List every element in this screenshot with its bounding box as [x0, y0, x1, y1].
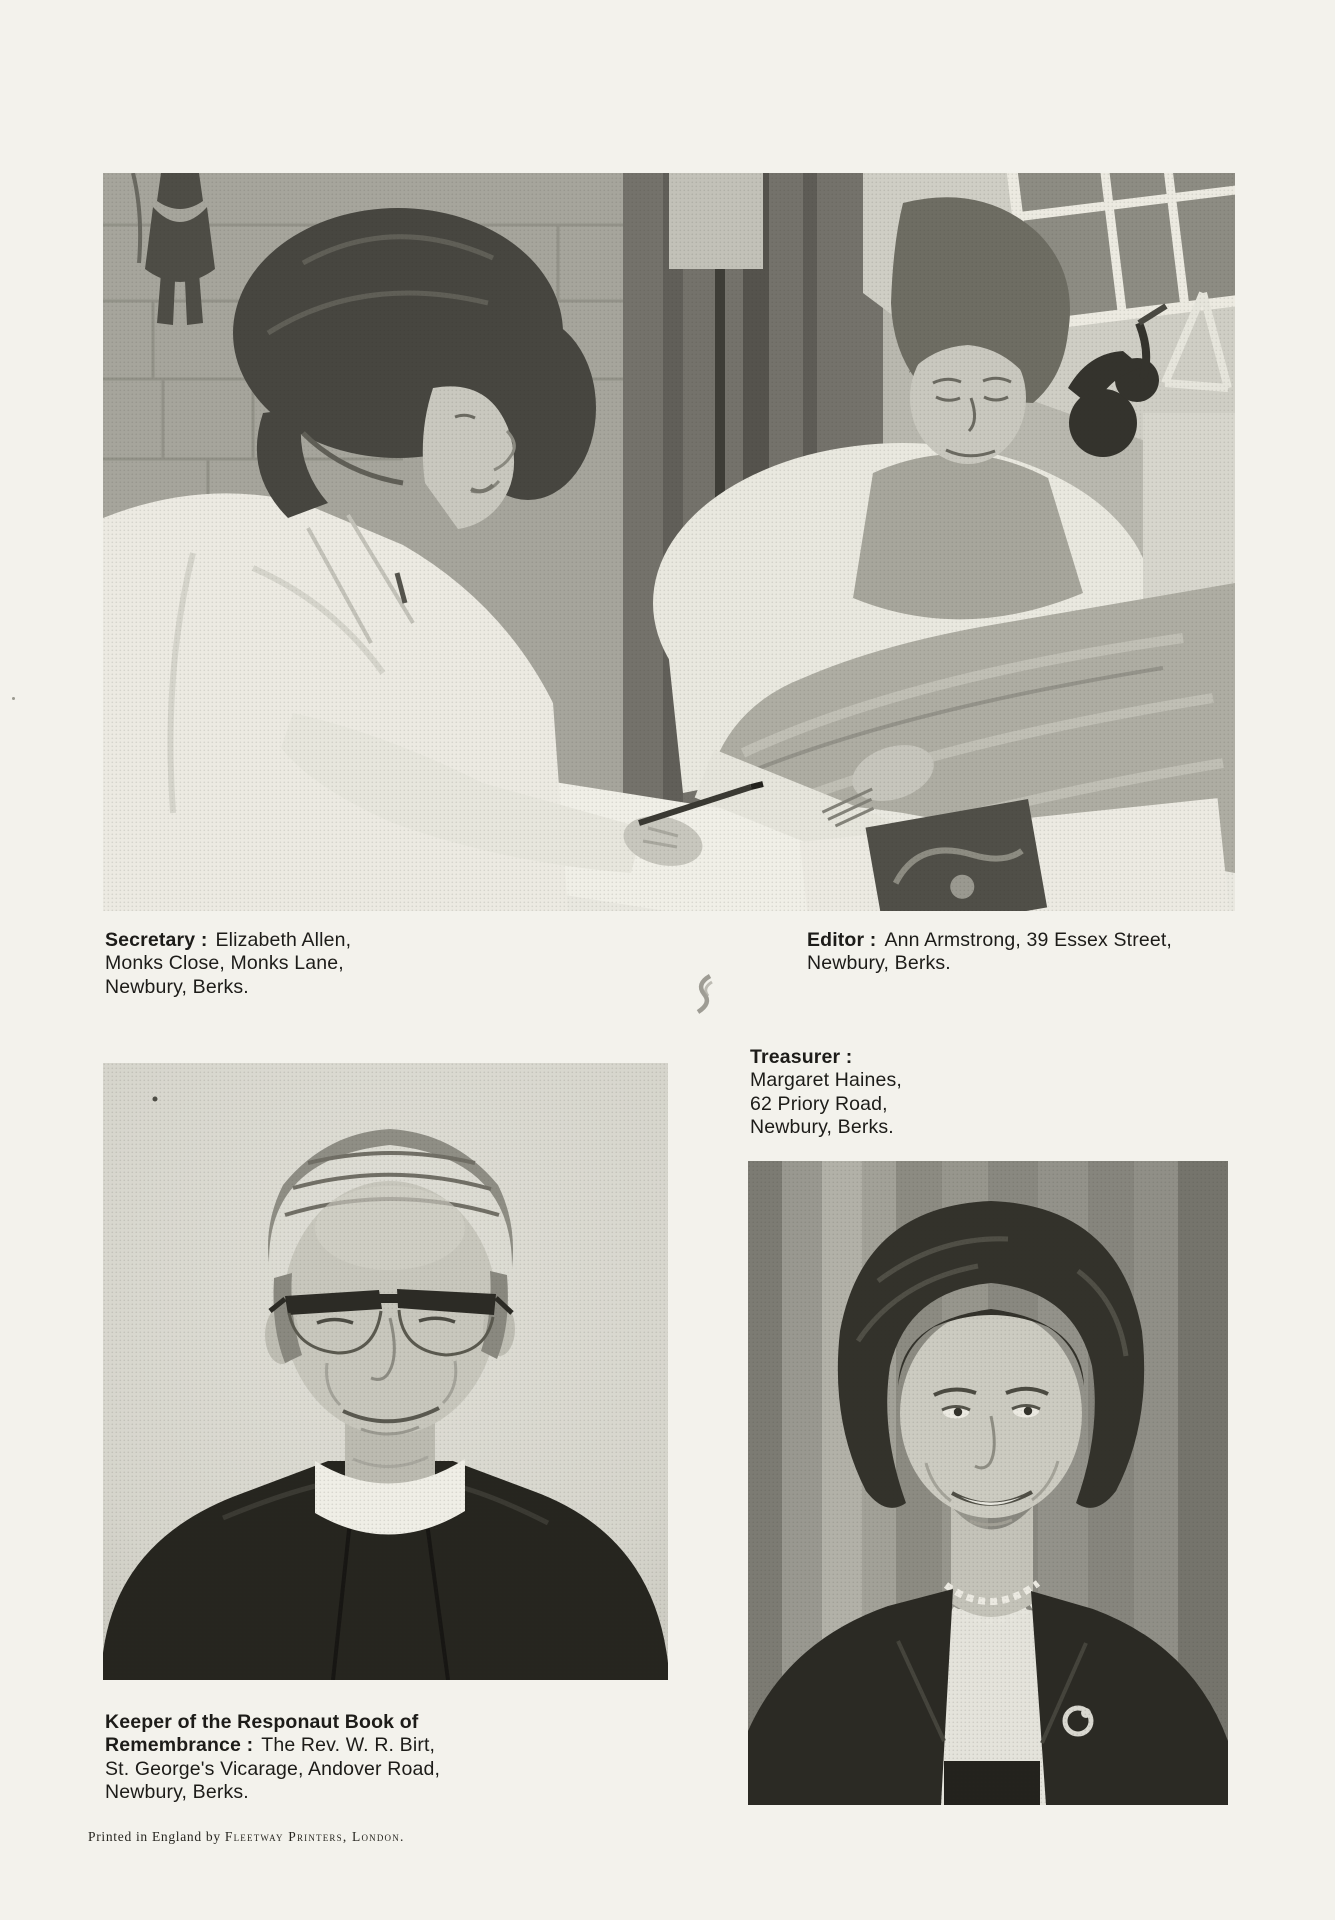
printer-imprint	[88, 1829, 405, 1845]
clergyman-photo-illustration	[103, 1063, 668, 1680]
photo-rev-birt-portrait	[103, 1063, 668, 1680]
ink-smudge-artifact	[688, 972, 722, 1016]
caption-treasurer-line3: 62 Priory Road,	[750, 1092, 888, 1115]
paper-speck	[12, 697, 15, 700]
imprint-printer: Fleetway Printers, London.	[224, 1829, 405, 1844]
imprint-prefix: Printed in England by	[88, 1829, 221, 1844]
caption-editor-line1	[807, 929, 1172, 952]
caption-editor-name: Ann Armstrong, 39 Essex Street,	[884, 929, 1172, 951]
caption-keeper-name: The Rev. W. R. Birt,	[261, 1734, 436, 1757]
photo-hospital-bedside	[103, 173, 1235, 911]
caption-keeper	[105, 1711, 440, 1805]
caption-keeper-label-line2: Remembrance :	[105, 1734, 254, 1757]
caption-treasurer-line4: Newbury, Berks.	[750, 1116, 894, 1139]
caption-secretary-line1	[105, 929, 351, 952]
caption-editor	[807, 929, 1172, 976]
caption-secretary-line3: Newbury, Berks.	[105, 975, 249, 998]
caption-editor-label: Editor :	[807, 929, 877, 951]
photo-margaret-haines-portrait	[748, 1161, 1228, 1805]
caption-treasurer	[750, 1046, 902, 1140]
caption-treasurer-label: Treasurer :	[750, 1046, 853, 1068]
caption-keeper-line2	[105, 1734, 440, 1757]
caption-secretary-line2: Monks Close, Monks Lane,	[105, 952, 344, 975]
caption-secretary	[105, 929, 351, 999]
hospital-photo-illustration	[103, 173, 1235, 911]
caption-keeper-line4: Newbury, Berks.	[105, 1781, 249, 1804]
caption-secretary-name: Elizabeth Allen,	[215, 929, 352, 951]
caption-treasurer-line2: Margaret Haines,	[750, 1069, 902, 1092]
caption-secretary-label: Secretary :	[105, 929, 208, 951]
caption-keeper-label-line1: Keeper of the Responaut Book of	[105, 1711, 419, 1733]
caption-editor-line2: Newbury, Berks.	[807, 952, 951, 975]
treasurer-photo-illustration	[748, 1161, 1228, 1805]
caption-keeper-line3: St. George's Vicarage, Andover Road,	[105, 1757, 441, 1780]
